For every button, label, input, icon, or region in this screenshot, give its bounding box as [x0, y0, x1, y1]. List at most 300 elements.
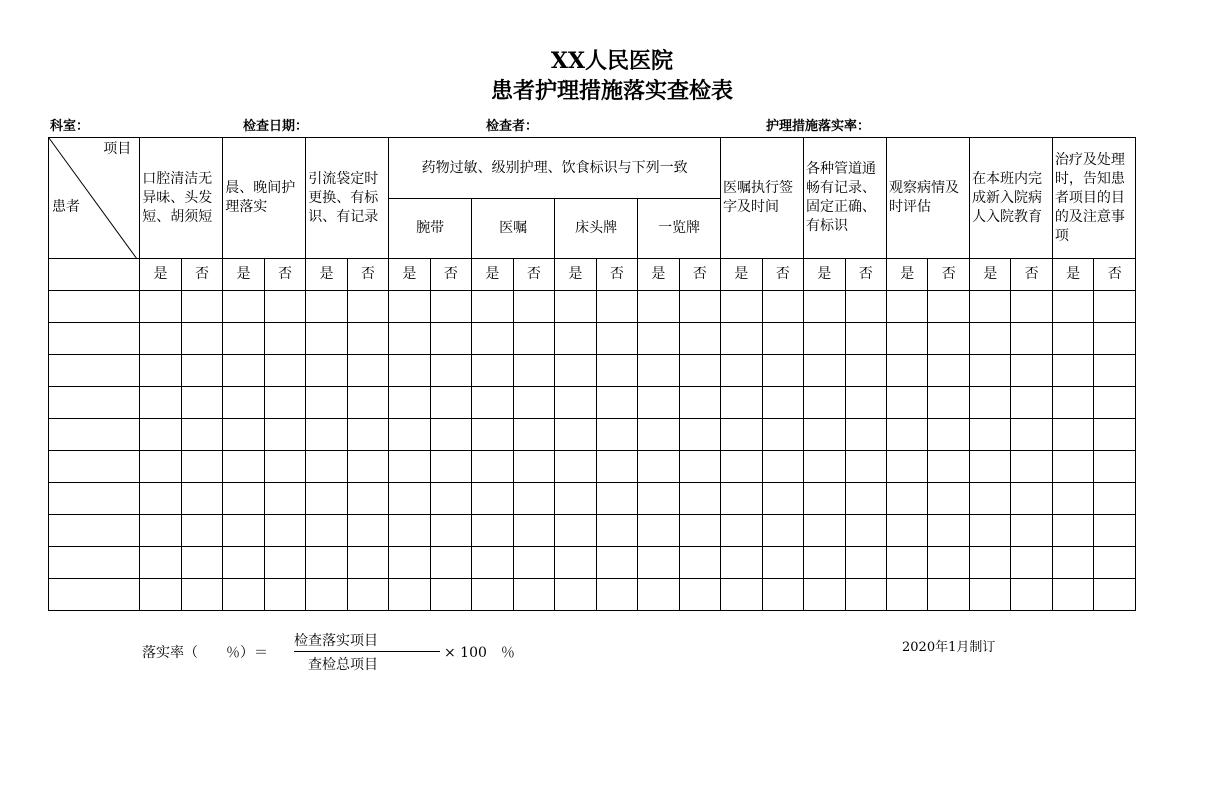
form-title: 患者护理措施落实查检表 — [490, 79, 733, 104]
check-cell[interactable] — [721, 579, 762, 611]
check-cell[interactable] — [638, 291, 679, 323]
check-cell[interactable] — [928, 451, 969, 483]
inspector-label: 检查者： — [486, 119, 539, 134]
check-cell[interactable] — [1052, 579, 1093, 611]
check-cell[interactable] — [804, 291, 845, 323]
check-cell[interactable] — [928, 483, 969, 515]
check-cell[interactable] — [928, 515, 969, 547]
yes-label: 是 — [721, 259, 762, 291]
check-cell[interactable] — [140, 355, 181, 387]
check-cell[interactable] — [430, 387, 471, 419]
check-cell[interactable] — [223, 291, 264, 323]
check-cell[interactable] — [1011, 323, 1052, 355]
check-cell[interactable] — [555, 515, 596, 547]
check-cell[interactable] — [140, 483, 181, 515]
no-label: 否 — [264, 259, 305, 291]
check-cell[interactable] — [472, 387, 513, 419]
check-cell[interactable] — [347, 355, 388, 387]
check-cell[interactable] — [1052, 547, 1093, 579]
check-cell[interactable] — [306, 291, 347, 323]
check-cell[interactable] — [679, 483, 720, 515]
check-cell[interactable] — [969, 291, 1010, 323]
check-cell[interactable] — [596, 387, 637, 419]
check-cell[interactable] — [969, 515, 1010, 547]
check-cell[interactable] — [306, 323, 347, 355]
check-cell[interactable] — [1094, 547, 1136, 579]
no-label: 否 — [1094, 259, 1136, 291]
check-cell[interactable] — [430, 323, 471, 355]
check-cell[interactable] — [638, 323, 679, 355]
patient-cell[interactable] — [49, 483, 140, 515]
table-row — [49, 515, 1136, 547]
no-label: 否 — [181, 259, 222, 291]
col-tubes: 各种管道通畅有记录、固定正确、有标识 — [804, 138, 887, 259]
check-cell[interactable] — [845, 547, 886, 579]
check-cell[interactable] — [596, 579, 637, 611]
check-cell[interactable] — [928, 323, 969, 355]
check-cell[interactable] — [430, 547, 471, 579]
check-cell[interactable] — [264, 387, 305, 419]
yes-no-row — [49, 259, 1136, 291]
check-cell[interactable] — [804, 323, 845, 355]
check-cell[interactable] — [347, 579, 388, 611]
patient-cell[interactable] — [49, 291, 140, 323]
check-cell[interactable] — [389, 579, 430, 611]
check-cell[interactable] — [1052, 291, 1093, 323]
no-label: 否 — [513, 259, 554, 291]
check-cell[interactable] — [306, 419, 347, 451]
check-cell[interactable] — [1011, 515, 1052, 547]
col-admission-education: 在本班内完成新入院病人入院教育 — [969, 138, 1052, 259]
check-cell[interactable] — [1011, 387, 1052, 419]
no-label: 否 — [347, 259, 388, 291]
table-row — [49, 451, 1136, 483]
check-cell[interactable] — [1094, 291, 1136, 323]
check-cell[interactable] — [181, 419, 222, 451]
check-cell[interactable] — [347, 451, 388, 483]
check-cell[interactable] — [845, 291, 886, 323]
check-cell[interactable] — [264, 483, 305, 515]
no-label: 否 — [430, 259, 471, 291]
check-cell[interactable] — [804, 387, 845, 419]
check-cell[interactable] — [1011, 291, 1052, 323]
check-cell[interactable] — [804, 419, 845, 451]
check-cell[interactable] — [886, 483, 927, 515]
check-cell[interactable] — [223, 451, 264, 483]
check-cell[interactable] — [679, 451, 720, 483]
check-cell[interactable] — [389, 355, 430, 387]
hospital-name: XX人民医院 — [550, 48, 674, 74]
check-cell[interactable] — [389, 515, 430, 547]
check-cell[interactable] — [721, 387, 762, 419]
check-cell[interactable] — [472, 579, 513, 611]
check-cell[interactable] — [472, 323, 513, 355]
check-cell[interactable] — [264, 291, 305, 323]
check-cell[interactable] — [306, 547, 347, 579]
check-cell[interactable] — [264, 355, 305, 387]
patient-cell[interactable] — [49, 387, 140, 419]
check-cell[interactable] — [347, 291, 388, 323]
check-cell[interactable] — [389, 419, 430, 451]
yes-label: 是 — [969, 259, 1010, 291]
check-cell[interactable] — [721, 451, 762, 483]
check-cell[interactable] — [430, 579, 471, 611]
check-cell[interactable] — [223, 323, 264, 355]
check-cell[interactable] — [389, 547, 430, 579]
check-cell[interactable] — [347, 323, 388, 355]
check-cell[interactable] — [223, 483, 264, 515]
check-cell[interactable] — [638, 355, 679, 387]
check-cell[interactable] — [513, 579, 554, 611]
check-cell[interactable] — [306, 483, 347, 515]
check-cell[interactable] — [804, 547, 845, 579]
yes-label: 是 — [555, 259, 596, 291]
check-cell[interactable] — [555, 323, 596, 355]
check-cell[interactable] — [886, 547, 927, 579]
check-cell[interactable] — [223, 355, 264, 387]
check-cell[interactable] — [762, 323, 803, 355]
corner-patient-label: 患者 — [52, 199, 80, 215]
check-cell[interactable] — [181, 291, 222, 323]
check-cell[interactable] — [140, 579, 181, 611]
check-cell[interactable] — [430, 451, 471, 483]
check-cell[interactable] — [472, 451, 513, 483]
check-cell[interactable] — [555, 547, 596, 579]
no-label: 否 — [845, 259, 886, 291]
check-cell[interactable] — [928, 387, 969, 419]
check-cell[interactable] — [555, 451, 596, 483]
check-cell[interactable] — [886, 387, 927, 419]
check-cell[interactable] — [762, 451, 803, 483]
col-treatment-inform: 治疗及处理时，告知患者项目的目的及注意事项 — [1052, 138, 1135, 259]
yes-label: 是 — [223, 259, 264, 291]
patient-cell[interactable] — [49, 451, 140, 483]
col-group-identification: 药物过敏、级别护理、饮食标识与下列一致 — [389, 138, 721, 199]
check-cell[interactable] — [679, 515, 720, 547]
check-cell[interactable] — [845, 451, 886, 483]
check-cell[interactable] — [721, 323, 762, 355]
check-cell[interactable] — [969, 547, 1010, 579]
check-cell[interactable] — [762, 387, 803, 419]
check-cell[interactable] — [264, 515, 305, 547]
check-cell[interactable] — [306, 387, 347, 419]
check-cell[interactable] — [1011, 547, 1052, 579]
yes-label: 是 — [1052, 259, 1093, 291]
check-cell[interactable] — [1011, 419, 1052, 451]
check-cell[interactable] — [721, 355, 762, 387]
yes-label: 是 — [140, 259, 181, 291]
check-cell[interactable] — [1094, 451, 1136, 483]
check-cell[interactable] — [845, 515, 886, 547]
table-row — [49, 387, 1136, 419]
check-cell[interactable] — [140, 291, 181, 323]
check-cell[interactable] — [223, 387, 264, 419]
check-cell[interactable] — [555, 387, 596, 419]
check-cell[interactable] — [389, 483, 430, 515]
check-cell[interactable] — [596, 515, 637, 547]
check-cell[interactable] — [928, 355, 969, 387]
check-cell[interactable] — [347, 547, 388, 579]
yes-label: 是 — [886, 259, 927, 291]
check-cell[interactable] — [638, 579, 679, 611]
check-cell[interactable] — [969, 451, 1010, 483]
check-cell[interactable] — [638, 419, 679, 451]
no-label: 否 — [762, 259, 803, 291]
check-cell[interactable] — [513, 547, 554, 579]
patient-cell[interactable] — [49, 547, 140, 579]
check-cell[interactable] — [679, 579, 720, 611]
check-cell[interactable] — [845, 323, 886, 355]
check-cell[interactable] — [181, 323, 222, 355]
corner-item-label: 项目 — [103, 141, 132, 157]
table-row — [49, 547, 1136, 579]
check-cell[interactable] — [472, 355, 513, 387]
check-cell[interactable] — [1094, 387, 1136, 419]
check-cell[interactable] — [886, 419, 927, 451]
check-cell[interactable] — [1011, 579, 1052, 611]
check-cell[interactable] — [804, 515, 845, 547]
check-cell[interactable] — [223, 419, 264, 451]
check-cell[interactable] — [762, 355, 803, 387]
check-cell[interactable] — [347, 515, 388, 547]
check-cell[interactable] — [886, 355, 927, 387]
check-cell[interactable] — [928, 547, 969, 579]
check-cell[interactable] — [928, 419, 969, 451]
check-cell[interactable] — [638, 547, 679, 579]
formula-denominator: 查检总项目 — [308, 657, 378, 673]
check-cell[interactable] — [513, 355, 554, 387]
formula-rate-label: 落实率（ ％）＝ — [142, 645, 268, 661]
check-cell[interactable] — [679, 291, 720, 323]
check-cell[interactable] — [845, 387, 886, 419]
check-cell[interactable] — [1052, 323, 1093, 355]
check-cell[interactable] — [472, 419, 513, 451]
check-cell[interactable] — [513, 291, 554, 323]
col-overview-card: 一览牌 — [638, 199, 721, 259]
check-cell[interactable] — [389, 387, 430, 419]
no-label: 否 — [928, 259, 969, 291]
check-cell[interactable] — [264, 579, 305, 611]
check-cell[interactable] — [804, 451, 845, 483]
check-cell[interactable] — [347, 483, 388, 515]
check-cell[interactable] — [306, 451, 347, 483]
check-cell[interactable] — [721, 483, 762, 515]
patient-cell[interactable] — [49, 515, 140, 547]
check-cell[interactable] — [804, 355, 845, 387]
check-cell[interactable] — [596, 483, 637, 515]
col-observe-condition: 观察病情及时评估 — [886, 138, 969, 259]
check-cell[interactable] — [928, 291, 969, 323]
check-cell[interactable] — [762, 515, 803, 547]
check-cell[interactable] — [1052, 387, 1093, 419]
col-drainage-bag: 引流袋定时更换、有标识、有记录 — [306, 138, 389, 259]
table-row — [49, 419, 1136, 451]
check-cell[interactable] — [886, 323, 927, 355]
patient-cell[interactable] — [49, 355, 140, 387]
check-cell[interactable] — [596, 355, 637, 387]
check-cell[interactable] — [1011, 355, 1052, 387]
check-cell[interactable] — [762, 579, 803, 611]
yes-label: 是 — [306, 259, 347, 291]
check-cell[interactable] — [845, 419, 886, 451]
check-cell[interactable] — [1052, 515, 1093, 547]
check-cell[interactable] — [264, 323, 305, 355]
check-cell[interactable] — [679, 547, 720, 579]
check-cell[interactable] — [555, 419, 596, 451]
patient-cell[interactable] — [49, 579, 140, 611]
check-date-label: 检查日期： — [243, 119, 309, 134]
check-cell[interactable] — [181, 451, 222, 483]
check-cell[interactable] — [845, 355, 886, 387]
formula-multiplier: × 100 ％ — [444, 645, 515, 661]
check-cell[interactable] — [347, 387, 388, 419]
check-cell[interactable] — [1094, 483, 1136, 515]
check-cell[interactable] — [1052, 419, 1093, 451]
check-cell[interactable] — [679, 387, 720, 419]
check-cell[interactable] — [430, 355, 471, 387]
check-cell[interactable] — [472, 483, 513, 515]
check-cell[interactable] — [679, 355, 720, 387]
check-cell[interactable] — [886, 291, 927, 323]
check-cell[interactable] — [638, 451, 679, 483]
check-cell[interactable] — [140, 515, 181, 547]
check-cell[interactable] — [1052, 355, 1093, 387]
check-cell[interactable] — [638, 387, 679, 419]
check-cell[interactable] — [306, 515, 347, 547]
check-cell[interactable] — [721, 291, 762, 323]
check-cell[interactable] — [264, 451, 305, 483]
check-cell[interactable] — [596, 547, 637, 579]
table-row — [49, 355, 1136, 387]
check-cell[interactable] — [638, 483, 679, 515]
check-cell[interactable] — [969, 323, 1010, 355]
col-bedside-card: 床头牌 — [555, 199, 638, 259]
check-cell[interactable] — [223, 515, 264, 547]
check-cell[interactable] — [513, 419, 554, 451]
check-cell[interactable] — [1094, 355, 1136, 387]
check-cell[interactable] — [430, 291, 471, 323]
check-cell[interactable] — [181, 515, 222, 547]
check-cell[interactable] — [679, 323, 720, 355]
check-cell[interactable] — [1052, 451, 1093, 483]
checklist-table — [48, 137, 1136, 611]
check-cell[interactable] — [306, 355, 347, 387]
check-cell[interactable] — [140, 451, 181, 483]
check-cell[interactable] — [389, 451, 430, 483]
check-cell[interactable] — [845, 483, 886, 515]
check-cell[interactable] — [886, 515, 927, 547]
check-cell[interactable] — [140, 547, 181, 579]
check-cell[interactable] — [223, 547, 264, 579]
check-cell[interactable] — [430, 483, 471, 515]
check-cell[interactable] — [389, 291, 430, 323]
check-cell[interactable] — [555, 483, 596, 515]
check-cell[interactable] — [223, 579, 264, 611]
check-cell[interactable] — [181, 387, 222, 419]
check-cell[interactable] — [928, 579, 969, 611]
no-label: 否 — [1011, 259, 1052, 291]
check-cell[interactable] — [638, 515, 679, 547]
check-cell[interactable] — [721, 419, 762, 451]
table-row — [49, 291, 1136, 323]
check-cell[interactable] — [969, 355, 1010, 387]
check-cell[interactable] — [1094, 579, 1136, 611]
check-cell[interactable] — [472, 291, 513, 323]
check-cell[interactable] — [472, 515, 513, 547]
check-cell[interactable] — [804, 579, 845, 611]
check-cell[interactable] — [555, 579, 596, 611]
check-cell[interactable] — [555, 291, 596, 323]
check-cell[interactable] — [1011, 451, 1052, 483]
check-cell[interactable] — [762, 547, 803, 579]
check-cell[interactable] — [721, 515, 762, 547]
check-cell[interactable] — [389, 323, 430, 355]
check-cell[interactable] — [555, 355, 596, 387]
check-cell[interactable] — [181, 355, 222, 387]
check-cell[interactable] — [969, 387, 1010, 419]
check-cell[interactable] — [596, 323, 637, 355]
check-cell[interactable] — [1094, 323, 1136, 355]
check-cell[interactable] — [306, 579, 347, 611]
check-cell[interactable] — [804, 483, 845, 515]
patient-cell[interactable] — [49, 419, 140, 451]
check-cell[interactable] — [181, 579, 222, 611]
check-cell[interactable] — [140, 419, 181, 451]
check-cell[interactable] — [886, 451, 927, 483]
check-cell[interactable] — [430, 515, 471, 547]
check-cell[interactable] — [264, 419, 305, 451]
check-cell[interactable] — [762, 419, 803, 451]
check-cell[interactable] — [762, 483, 803, 515]
check-cell[interactable] — [347, 419, 388, 451]
check-cell[interactable] — [596, 451, 637, 483]
check-cell[interactable] — [969, 579, 1010, 611]
check-cell[interactable] — [886, 579, 927, 611]
no-label: 否 — [679, 259, 720, 291]
check-cell[interactable] — [762, 291, 803, 323]
check-cell[interactable] — [969, 483, 1010, 515]
check-cell[interactable] — [596, 419, 637, 451]
check-cell[interactable] — [472, 547, 513, 579]
check-cell[interactable] — [513, 387, 554, 419]
check-cell[interactable] — [679, 419, 720, 451]
check-cell[interactable] — [181, 483, 222, 515]
check-cell[interactable] — [140, 323, 181, 355]
check-cell[interactable] — [1011, 483, 1052, 515]
yes-label: 是 — [389, 259, 430, 291]
department-label: 科室： — [50, 119, 90, 134]
check-cell[interactable] — [513, 451, 554, 483]
check-cell[interactable] — [513, 483, 554, 515]
check-cell[interactable] — [513, 323, 554, 355]
check-cell[interactable] — [1052, 483, 1093, 515]
table-row — [49, 483, 1136, 515]
check-cell[interactable] — [721, 547, 762, 579]
check-cell[interactable] — [140, 387, 181, 419]
check-cell[interactable] — [430, 419, 471, 451]
revision-date: 2020年1月制订 — [902, 640, 996, 655]
check-cell[interactable] — [969, 419, 1010, 451]
check-cell[interactable] — [513, 515, 554, 547]
check-cell[interactable] — [596, 291, 637, 323]
col-wristband: 腕带 — [389, 199, 472, 259]
check-cell[interactable] — [1094, 419, 1136, 451]
check-cell[interactable] — [264, 547, 305, 579]
check-cell[interactable] — [845, 579, 886, 611]
check-cell[interactable] — [181, 547, 222, 579]
patient-cell[interactable] — [49, 323, 140, 355]
check-cell[interactable] — [1094, 515, 1136, 547]
